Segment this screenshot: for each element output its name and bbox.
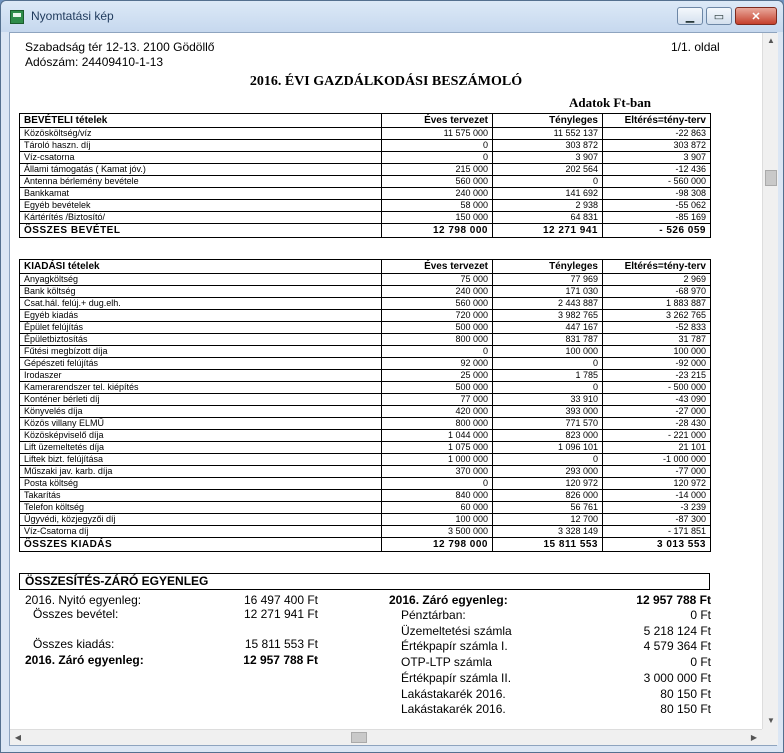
vertical-scroll-thumb[interactable] xyxy=(765,170,777,186)
expense-amount: - 221 000 xyxy=(603,430,711,442)
expense-amount: 171 030 xyxy=(493,286,603,298)
income-amount: -98 308 xyxy=(603,188,711,200)
expense-amount: 771 570 xyxy=(493,418,603,430)
balance-account-value: 80 150 Ft xyxy=(660,686,711,701)
expense-row xyxy=(20,442,711,454)
income-amount: 3 907 xyxy=(603,152,711,164)
income-amount: 303 872 xyxy=(493,140,603,152)
income-row xyxy=(20,128,711,140)
expense-amount: 77 000 xyxy=(382,394,493,406)
income-row xyxy=(20,176,711,188)
expense-amount: 560 000 xyxy=(382,298,493,310)
expense-row xyxy=(20,346,711,358)
balance-account-label: Értékpapír számla I. xyxy=(401,639,508,654)
opening-balance-label: 2016. Nyitó egyenleg: xyxy=(25,593,142,607)
expense-amount: 100 000 xyxy=(382,514,493,526)
expense-amount: 823 000 xyxy=(493,430,603,442)
expense-item-label: Bank költség xyxy=(20,286,382,298)
income-column-header: Eltérés=tény-terv xyxy=(603,114,711,128)
income-amount: 2 938 xyxy=(493,200,603,212)
expense-amount: -68 970 xyxy=(603,286,711,298)
expense-amount: 1 785 xyxy=(493,370,603,382)
expense-row xyxy=(20,310,711,322)
expense-total-label: ÖSSZES KIADÁS xyxy=(20,538,382,552)
expense-amount: - 171 851 xyxy=(603,526,711,538)
expense-amount: 500 000 xyxy=(382,382,493,394)
expense-item-label: Posta költség xyxy=(20,478,382,490)
income-amount: - 560 000 xyxy=(603,176,711,188)
income-item-label: Víz-csatorna xyxy=(20,152,382,164)
expense-amount: -52 833 xyxy=(603,322,711,334)
income-amount: 202 564 xyxy=(493,164,603,176)
expense-item-label: Irodaszer xyxy=(20,370,382,382)
window-title: Nyomtatási kép xyxy=(31,9,114,23)
horizontal-scrollbar[interactable] xyxy=(10,729,762,745)
income-total-amount: 12 271 941 xyxy=(493,224,603,238)
expense-row xyxy=(20,358,711,370)
expense-table xyxy=(19,259,711,552)
expense-total-amount: 12 798 000 xyxy=(382,538,493,552)
income-amount: 0 xyxy=(493,176,603,188)
expense-amount: 100 000 xyxy=(493,346,603,358)
closing-balance-label-left: 2016. Záró egyenleg: xyxy=(25,653,144,667)
expense-amount: 840 000 xyxy=(382,490,493,502)
expense-row xyxy=(20,286,711,298)
scroll-up-arrow-icon[interactable]: ▲ xyxy=(767,36,775,45)
balance-account-value: 80 150 Ft xyxy=(660,702,711,717)
income-amount: -12 436 xyxy=(603,164,711,176)
expense-amount: 120 972 xyxy=(603,478,711,490)
income-amount: 240 000 xyxy=(382,188,493,200)
app-icon xyxy=(10,10,24,24)
expense-amount: 447 167 xyxy=(493,322,603,334)
income-amount: 11 552 137 xyxy=(493,128,603,140)
expense-row xyxy=(20,490,711,502)
expense-amount: -3 239 xyxy=(603,502,711,514)
tax-id: Adószám: 24409410-1-13 xyxy=(25,55,164,69)
address: Szabadság tér 12-13. 2100 Gödöllő xyxy=(25,40,215,54)
income-amount: 150 000 xyxy=(382,212,493,224)
expense-amount: -28 430 xyxy=(603,418,711,430)
balance-account-value: 0 Ft xyxy=(690,608,711,622)
expense-amount: -43 090 xyxy=(603,394,711,406)
income-amount: 141 692 xyxy=(493,188,603,200)
expense-amount: 60 000 xyxy=(382,502,493,514)
opening-balance-value: 16 497 400 Ft xyxy=(243,593,318,607)
income-column-header: Éves tervezet xyxy=(382,114,493,128)
expense-item-label: Épület felújítás xyxy=(20,322,382,334)
scroll-left-arrow-icon[interactable]: ◀ xyxy=(14,733,22,742)
expense-amount: -77 000 xyxy=(603,466,711,478)
expense-item-label: Kamerarendszer tel. kiépítés xyxy=(20,382,382,394)
expense-amount: 800 000 xyxy=(382,334,493,346)
preview-area xyxy=(9,32,777,746)
expense-amount: 3 262 765 xyxy=(603,310,711,322)
expense-amount: -1 000 000 xyxy=(603,454,711,466)
expense-amount: 800 000 xyxy=(382,418,493,430)
expense-item-label: Épületbiztosítás xyxy=(20,334,382,346)
balance-account-value: 5 218 124 Ft xyxy=(643,623,711,638)
expense-amount: 370 000 xyxy=(382,466,493,478)
expense-row xyxy=(20,514,711,526)
expense-amount: 1 075 000 xyxy=(382,442,493,454)
expense-amount: 831 787 xyxy=(493,334,603,346)
total-expense-label: Összes kiadás: xyxy=(33,637,115,651)
expense-amount: - 500 000 xyxy=(603,382,711,394)
income-total-row xyxy=(20,224,711,238)
expense-header-row xyxy=(20,260,711,274)
expense-amount: -14 000 xyxy=(603,490,711,502)
balance-account-label: Értékpapír számla II. xyxy=(401,670,512,685)
expense-amount: 75 000 xyxy=(382,274,493,286)
income-amount: 64 831 xyxy=(493,212,603,224)
total-expense-value: 15 811 553 Ft xyxy=(244,637,318,651)
expense-row xyxy=(20,430,711,442)
expense-amount: 12 700 xyxy=(493,514,603,526)
expense-amount: 720 000 xyxy=(382,310,493,322)
balance-account-label: OTP-LTP számla xyxy=(401,655,492,670)
expense-item-label: Műszaki jav. karb. díja xyxy=(20,466,382,478)
income-amount: 560 000 xyxy=(382,176,493,188)
scroll-right-arrow-icon[interactable]: ▶ xyxy=(750,733,758,742)
report-title: 2016. ÉVI GAZDÁLKODÁSI BESZÁMOLÓ xyxy=(249,74,523,89)
expense-amount: 293 000 xyxy=(493,466,603,478)
expense-amount: -23 215 xyxy=(603,370,711,382)
total-income-label: Összes bevétel: xyxy=(33,607,119,621)
income-column-header: BEVÉTELI tételek xyxy=(20,114,382,128)
expense-amount: 33 910 xyxy=(493,394,603,406)
income-item-label: Tároló haszn. díj xyxy=(20,140,382,152)
expense-amount: 100 000 xyxy=(603,346,711,358)
income-amount: -85 169 xyxy=(603,212,711,224)
expense-item-label: Közös villany ELMŰ xyxy=(20,418,382,430)
income-amount: -55 062 xyxy=(603,200,711,212)
income-table xyxy=(19,113,711,238)
expense-amount: 56 761 xyxy=(493,502,603,514)
expense-row xyxy=(20,526,711,538)
closing-balance-value-right: 12 957 788 Ft xyxy=(636,593,711,607)
income-item-label: Kártérítés /Biztosító/ xyxy=(20,212,382,224)
expense-amount: 3 500 000 xyxy=(382,526,493,538)
balance-account-value: 0 Ft xyxy=(690,655,711,670)
income-row xyxy=(20,164,711,176)
expense-amount: -92 000 xyxy=(603,358,711,370)
maximize-button[interactable] xyxy=(706,7,732,25)
expense-item-label: Lift üzemeltetés díja xyxy=(20,442,382,454)
expense-amount: 0 xyxy=(382,346,493,358)
expense-amount: 120 972 xyxy=(493,478,603,490)
balance-account-label: Pénztárban: xyxy=(401,608,466,622)
scrollbar-corner xyxy=(762,729,778,745)
expense-row xyxy=(20,370,711,382)
expense-amount: 0 xyxy=(493,382,603,394)
expense-column-header: Tényleges xyxy=(493,260,603,274)
expense-amount: 240 000 xyxy=(382,286,493,298)
total-income-value: 12 271 941 Ft xyxy=(243,607,318,621)
closing-balance-value-left: 12 957 788 Ft xyxy=(243,653,318,667)
expense-item-label: Könyvelés díja xyxy=(20,406,382,418)
income-row xyxy=(20,152,711,164)
expense-row xyxy=(20,334,711,346)
expense-amount: 393 000 xyxy=(493,406,603,418)
balance-account-label: Lakástakarék 2016. xyxy=(401,702,506,717)
expense-total-amount: 3 013 553 xyxy=(603,538,711,552)
expense-amount: 92 000 xyxy=(382,358,493,370)
income-column-header: Tényleges xyxy=(493,114,603,128)
expense-row xyxy=(20,274,711,286)
expense-amount: -87 300 xyxy=(603,514,711,526)
expense-amount: 3 328 149 xyxy=(493,526,603,538)
scroll-down-arrow-icon[interactable]: ▼ xyxy=(767,716,775,725)
income-row xyxy=(20,200,711,212)
expense-item-label: Anyagköltség xyxy=(20,274,382,286)
expense-item-label: Közösképviselő díja xyxy=(20,430,382,442)
expense-column-header: Éves tervezet xyxy=(382,260,493,274)
expense-amount: 420 000 xyxy=(382,406,493,418)
expense-amount: 0 xyxy=(493,454,603,466)
close-button[interactable] xyxy=(735,7,777,25)
expense-row xyxy=(20,382,711,394)
expense-amount: 0 xyxy=(382,478,493,490)
income-total-amount: 12 798 000 xyxy=(382,224,493,238)
horizontal-scroll-thumb[interactable] xyxy=(351,732,367,743)
income-item-label: Állami támogatás ( Kamat jóv.) xyxy=(20,164,382,176)
income-total-label: ÖSSZES BEVÉTEL xyxy=(20,224,382,238)
currency-note: Adatok Ft-ban xyxy=(569,95,651,110)
expense-total-amount: 15 811 553 xyxy=(493,538,603,552)
expense-item-label: Csat.hál. felúj.+ dug.elh. xyxy=(20,298,382,310)
minimize-button[interactable] xyxy=(677,7,703,25)
expense-row xyxy=(20,478,711,490)
expense-amount: 0 xyxy=(493,358,603,370)
expense-item-label: Konténer bérleti díj xyxy=(20,394,382,406)
expense-amount: 31 787 xyxy=(603,334,711,346)
expense-item-label: Egyéb kiadás xyxy=(20,310,382,322)
expense-amount: 3 982 765 xyxy=(493,310,603,322)
expense-item-label: Ügyvédi, közjegyzői díj xyxy=(20,514,382,526)
closing-balance-label-right: 2016. Záró egyenleg: xyxy=(389,593,508,607)
expense-row xyxy=(20,502,711,514)
maximize-icon: ▭ xyxy=(713,10,725,23)
expense-item-label: Fűtési megbízott díja xyxy=(20,346,382,358)
expense-amount: 77 969 xyxy=(493,274,603,286)
expense-total-row xyxy=(20,538,711,552)
income-amount: 11 575 000 xyxy=(382,128,493,140)
expense-amount: 500 000 xyxy=(382,322,493,334)
income-item-label: Antenna bérlemény bevétele xyxy=(20,176,382,188)
expense-item-label: Telefon költség xyxy=(20,502,382,514)
close-icon: ✕ xyxy=(751,10,761,23)
expense-row xyxy=(20,298,711,310)
expense-amount: 21 101 xyxy=(603,442,711,454)
income-header-row xyxy=(20,114,711,128)
income-item-label: Bankkamat xyxy=(20,188,382,200)
expense-amount: 2 443 887 xyxy=(493,298,603,310)
report-page xyxy=(10,33,762,729)
expense-row xyxy=(20,322,711,334)
expense-row xyxy=(20,454,711,466)
income-amount: 303 872 xyxy=(603,140,711,152)
page-number: 1/1. oldal xyxy=(671,40,720,54)
expense-amount: 25 000 xyxy=(382,370,493,382)
income-total-amount: - 526 059 xyxy=(603,224,711,238)
expense-amount: 1 096 101 xyxy=(493,442,603,454)
title-bar[interactable] xyxy=(1,1,783,32)
vertical-scrollbar[interactable] xyxy=(762,33,778,729)
income-amount: 3 907 xyxy=(493,152,603,164)
expense-row xyxy=(20,406,711,418)
expense-amount: -27 000 xyxy=(603,406,711,418)
income-amount: 0 xyxy=(382,140,493,152)
expense-item-label: Takarítás xyxy=(20,490,382,502)
balance-account-value: 4 579 364 Ft xyxy=(643,639,711,654)
balance-account-value: 3 000 000 Ft xyxy=(643,670,711,685)
income-amount: 58 000 xyxy=(382,200,493,212)
income-row xyxy=(20,188,711,200)
income-item-label: Közösköltség/víz xyxy=(20,128,382,140)
expense-amount: 826 000 xyxy=(493,490,603,502)
income-amount: 215 000 xyxy=(382,164,493,176)
expense-amount: 1 044 000 xyxy=(382,430,493,442)
balance-account-label: Lakástakarék 2016. xyxy=(401,686,506,701)
income-row xyxy=(20,212,711,224)
income-row xyxy=(20,140,711,152)
expense-item-label: Liftek bizt. felújítása xyxy=(20,454,382,466)
income-amount: 0 xyxy=(382,152,493,164)
expense-amount: 2 969 xyxy=(603,274,711,286)
expense-amount: 1 000 000 xyxy=(382,454,493,466)
expense-row xyxy=(20,418,711,430)
expense-column-header: Eltérés=tény-terv xyxy=(603,260,711,274)
summary-heading: ÖSSZESÍTÉS-ZÁRÓ EGYENLEG xyxy=(19,573,710,590)
expense-column-header: KIADÁSI tételek xyxy=(20,260,382,274)
expense-item-label: Víz-Csatorna díj xyxy=(20,526,382,538)
expense-item-label: Gépészeti felújítás xyxy=(20,358,382,370)
minimize-icon: ▁ xyxy=(685,10,695,23)
expense-row xyxy=(20,466,711,478)
income-item-label: Egyéb bevételek xyxy=(20,200,382,212)
expense-row xyxy=(20,394,711,406)
expense-amount: 1 883 887 xyxy=(603,298,711,310)
balance-account-label: Üzemeltetési számla xyxy=(401,623,512,638)
income-amount: -22 863 xyxy=(603,128,711,140)
